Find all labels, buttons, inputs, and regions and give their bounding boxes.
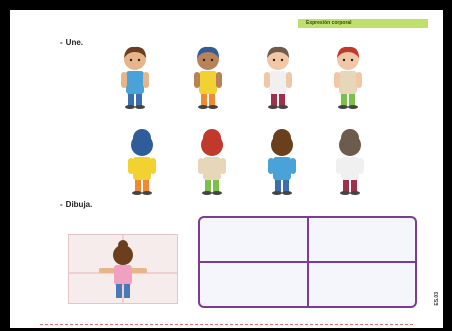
- child-figure-girl-2[interactable]: [328, 40, 368, 110]
- page-code: ES.03: [434, 292, 440, 306]
- child-figure-boy-1[interactable]: [115, 40, 155, 110]
- kid-arms-out-illustration: [69, 235, 177, 303]
- drawing-grid[interactable]: [198, 216, 417, 308]
- child-figure-girl-1[interactable]: [258, 40, 298, 110]
- child-figure-boy-2[interactable]: [188, 40, 228, 110]
- child-figure-boy-1-back[interactable]: [262, 126, 302, 196]
- child-figure-boy-2-back[interactable]: [122, 126, 162, 196]
- reference-photo: [68, 234, 178, 304]
- footer-rule: [40, 324, 413, 325]
- topic-tab: Expresión corporal: [298, 19, 428, 28]
- child-figure-girl-2-back[interactable]: [192, 126, 232, 196]
- worksheet-page: [10, 10, 443, 328]
- section-label-dibuja: - Dibuja.: [60, 200, 93, 209]
- child-figure-girl-1-back[interactable]: [330, 126, 370, 196]
- section-label-une: - Une.: [60, 38, 84, 47]
- grid-divider-horizontal: [200, 261, 415, 263]
